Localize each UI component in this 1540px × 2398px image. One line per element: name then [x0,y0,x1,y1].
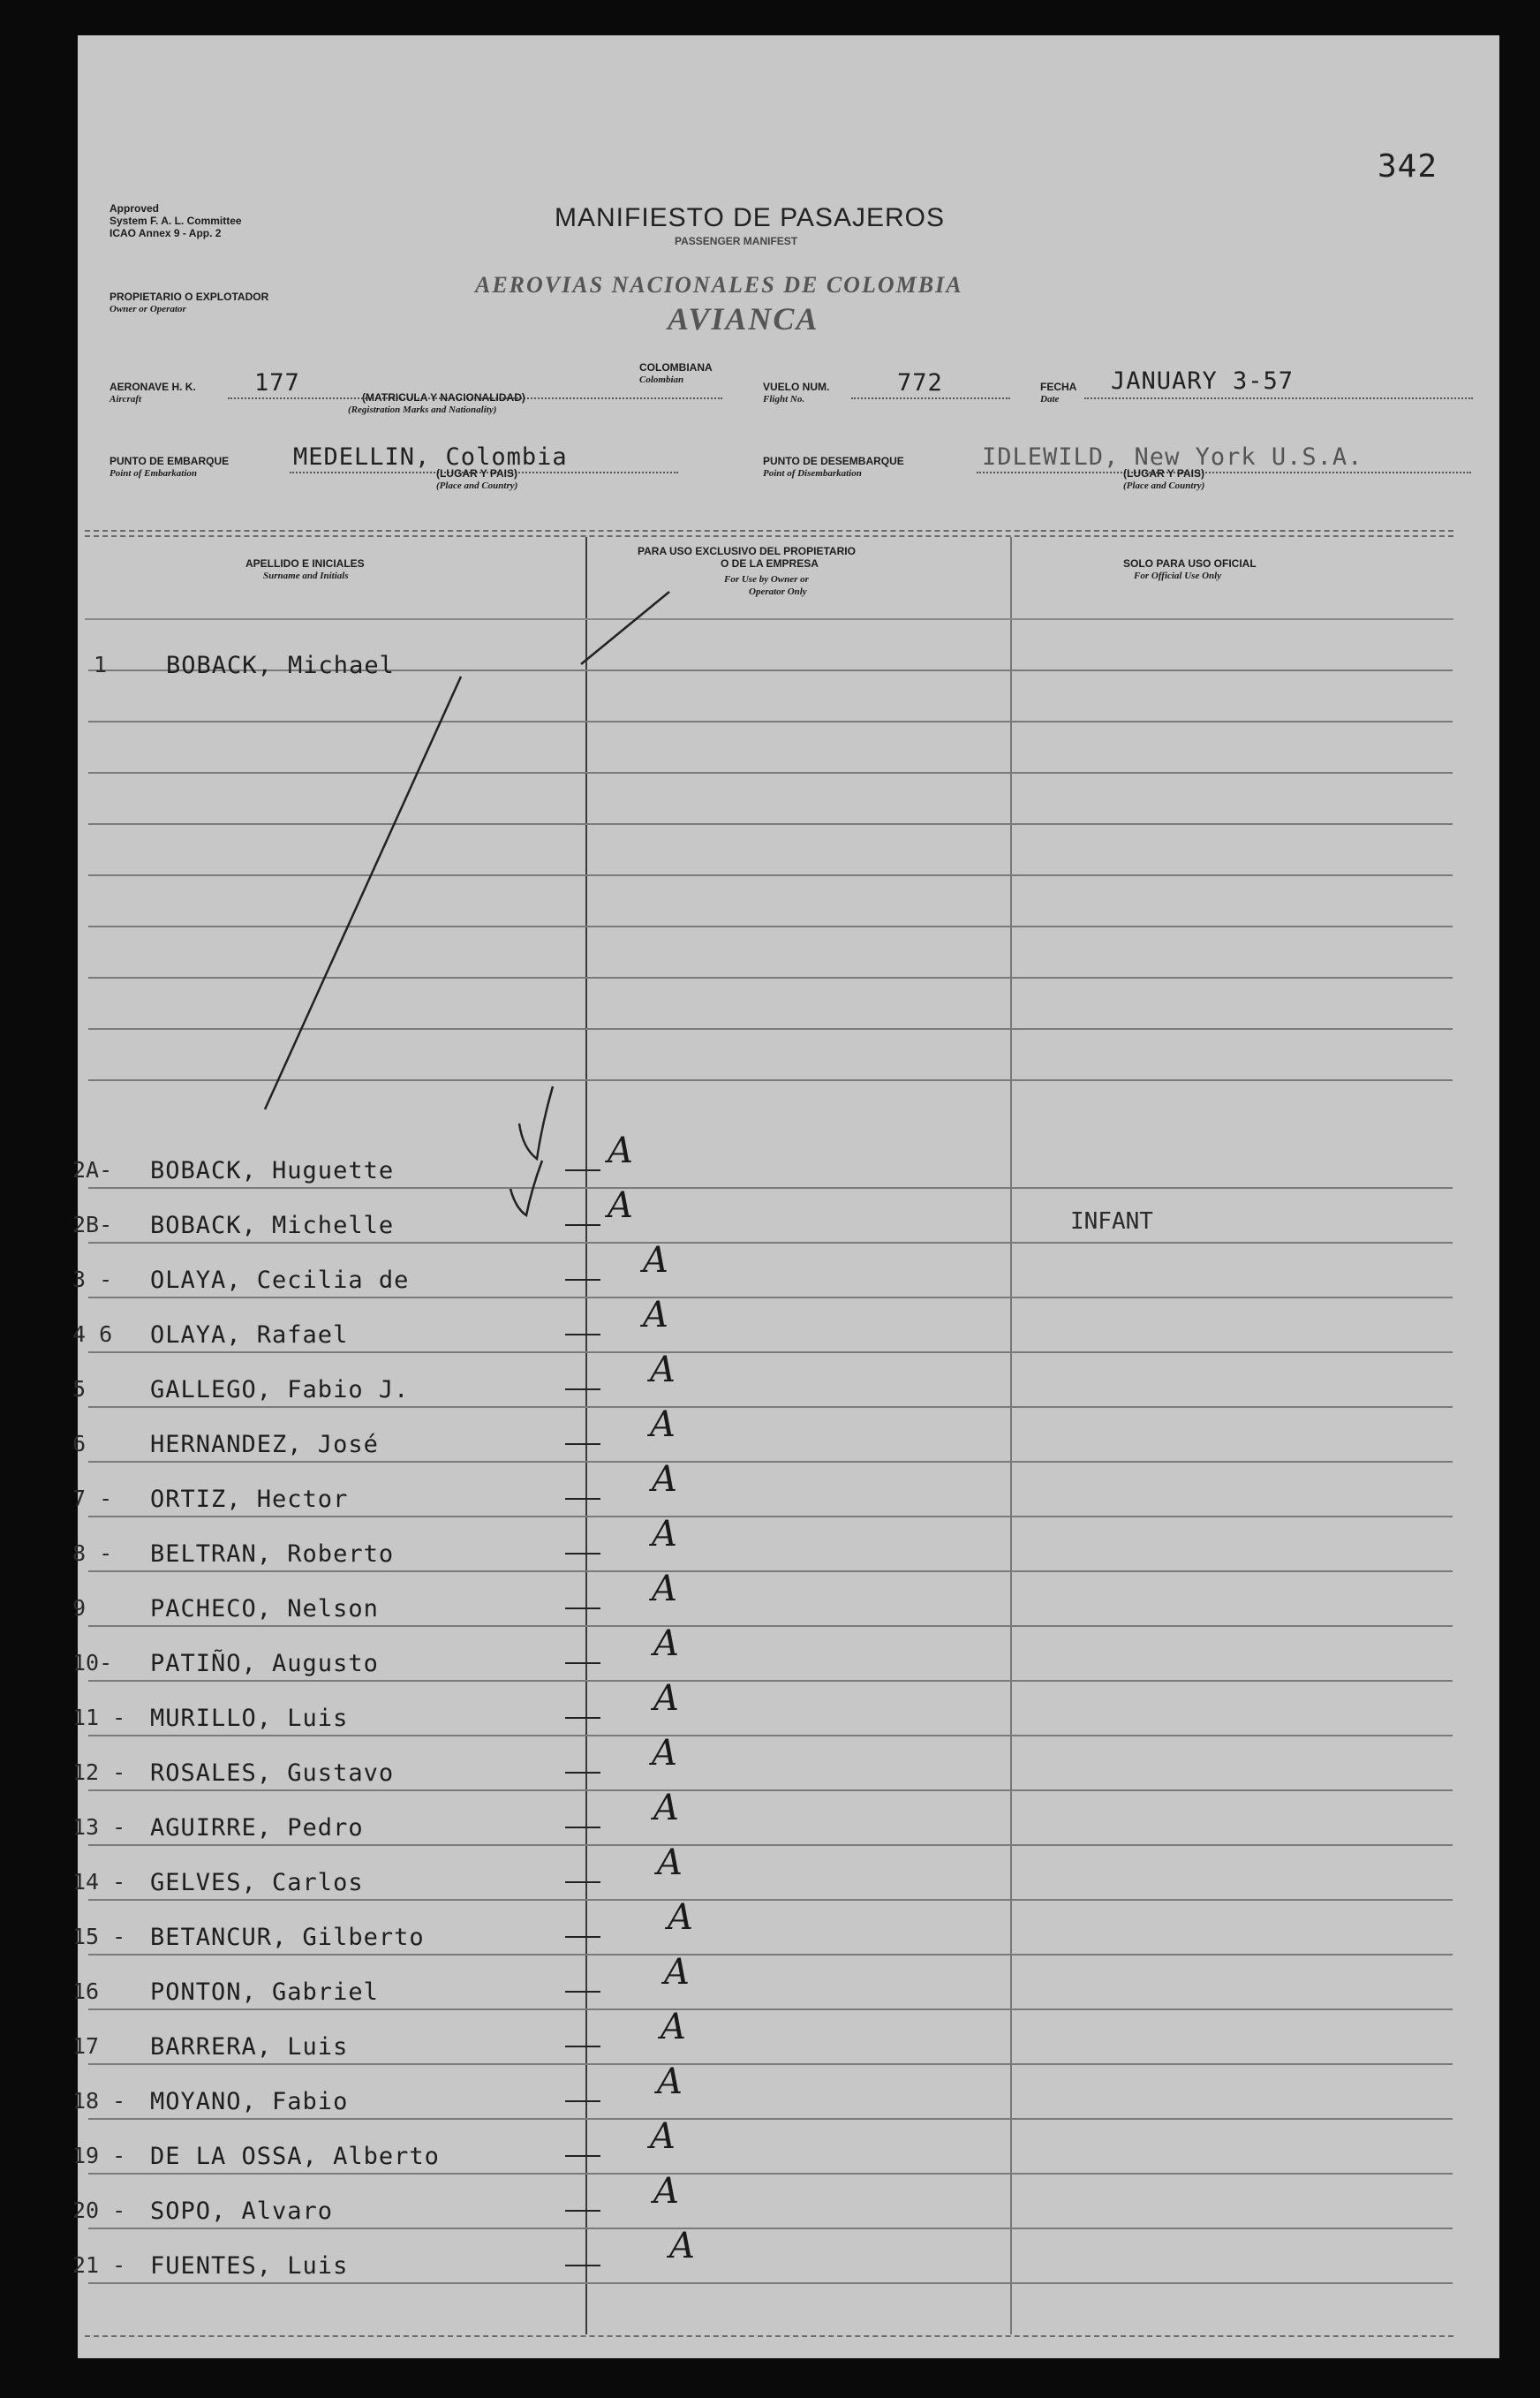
approval-mark: A [661,2007,686,2047]
embarkation-place-label-en: (Place and Country) [436,480,518,491]
first-entry-name: BOBACK, Michael [166,652,395,679]
column-header-owner-en-1: For Use by Owner or [724,574,809,585]
manifest-subtitle: PASSENGER MANIFEST [675,235,798,247]
check-mark-icon [510,1161,542,1215]
nationality-label: COLOMBIANA [639,361,713,374]
passenger-number: 18 - [72,2088,126,2114]
passenger-name: PATIÑO, Augusto [150,1650,379,1677]
page-number: 342 [1378,148,1438,185]
flight-value: 772 [897,369,943,397]
passenger-number: 17 [72,2033,100,2059]
passenger-name: ROSALES, Gustavo [150,1759,395,1787]
passenger-name: FUENTES, Luis [150,2252,349,2280]
passenger-number: 19 - [72,2143,126,2168]
passenger-number: 3 - [72,1267,113,1292]
first-entry-number: 1 [94,652,108,677]
passenger-number: 12 - [72,1759,126,1785]
passenger-name: OLAYA, Cecilia de [150,1267,410,1294]
approval-mark: A [653,2171,679,2212]
passenger-number: 15 - [72,1924,126,1949]
disembarkation-value: IDLEWILD, New York U.S.A. [982,443,1363,471]
cancel-stroke [265,677,461,1109]
column-slash-stroke [581,592,669,664]
approval-line-1: Approved [109,202,160,215]
pen-strokes [78,35,1499,2358]
disembarkation-label: PUNTO DE DESEMBARQUE [763,455,904,467]
passenger-name: BARRERA, Luis [150,2033,349,2061]
passenger-number: 5 [72,1376,87,1402]
owner-label: PROPIETARIO O EXPLOTADOR [109,291,269,303]
approval-mark: A [643,1240,668,1281]
owner-name-line-1: AEROVIAS NACIONALES DE COLOMBIA [475,272,963,298]
embarkation-place-label: (LUGAR Y PAIS) [436,467,518,480]
aircraft-label-en: Aircraft [109,394,142,405]
passenger-number: 10- [72,1650,113,1676]
passenger-number: 8 - [72,1540,113,1566]
nationality-label-en: Colombian [639,374,684,385]
disembarkation-place-label-en: (Place and Country) [1123,480,1205,491]
date-value: JANUARY 3-57 [1111,367,1295,395]
approval-mark: A [653,1623,679,1664]
column-header-owner-1: PARA USO EXCLUSIVO DEL PROPIETARIO [638,545,856,557]
passenger-name: MURILLO, Luis [150,1705,349,1732]
registration-label: (MATRICULA Y NACIONALIDAD) [362,391,525,404]
passenger-number: 2B- [72,1212,113,1237]
approval-mark: A [650,2116,676,2157]
flight-label: VUELO NUM. [763,381,830,393]
passenger-number: 16 [72,1978,100,2004]
owner-label-en: Owner or Operator [109,304,186,314]
passenger-name: MOYANO, Fabio [150,2088,349,2115]
disembarkation-label-en: Point of Disembarkation [763,468,862,479]
passenger-number: 2A- [72,1157,113,1183]
passenger-name: DE LA OSSA, Alberto [150,2143,440,2170]
manifest-title: MANIFIESTO DE PASAJEROS [555,203,945,232]
passenger-number: 21 - [72,2252,126,2278]
approval-mark: A [650,1350,676,1390]
approval-mark: A [653,1678,679,1719]
passenger-name: BELTRAN, Roberto [150,1540,395,1568]
approval-mark: A [643,1295,668,1335]
passenger-number: 6 [72,1431,87,1456]
approval-mark: A [652,1569,677,1609]
approval-mark: A [650,1404,676,1445]
passenger-name: SOPO, Alvaro [150,2198,334,2225]
embarkation-label: PUNTO DE EMBARQUE [109,455,230,467]
approval-mark: A [657,1842,683,1883]
passenger-name: BETANCUR, Gilberto [150,1924,425,1951]
column-header-official: SOLO PARA USO OFICIAL [1123,557,1257,570]
approval-mark: A [652,1459,677,1500]
flight-label-en: Flight No. [763,394,805,405]
approval-mark: A [652,1733,677,1774]
date-label-en: Date [1040,394,1060,405]
embarkation-label-en: Point of Embarkation [109,468,198,479]
approval-mark: A [668,1897,693,1938]
passenger-name: AGUIRRE, Pedro [150,1814,364,1842]
owner-name-line-2: AVIANCA [668,301,819,337]
passenger-number: 20 - [72,2198,126,2223]
passenger-name: GELVES, Carlos [150,1869,364,1896]
passenger-number: 4 6 [72,1321,113,1347]
passenger-number: 13 - [72,1814,126,1840]
column-header-official-en: For Official Use Only [1134,571,1222,581]
approval-mark: A [669,2226,695,2266]
passenger-number: 11 - [72,1705,126,1730]
approval-mark: A [608,1185,633,1226]
passenger-name: GALLEGO, Fabio J. [150,1376,410,1403]
passenger-number: 9 [72,1595,87,1621]
passenger-name: PONTON, Gabriel [150,1978,379,2006]
approval-mark: A [664,1952,690,1993]
passenger-number: 14 - [72,1869,126,1895]
date-label: FECHA [1040,381,1077,393]
passenger-name: BOBACK, Michelle [150,1212,395,1239]
registration-label-en: (Registration Marks and Nationality) [348,405,497,415]
passenger-name: OLAYA, Rafael [150,1321,349,1349]
passenger-name: HERNANDEZ, José [150,1431,379,1458]
passenger-name: PACHECO, Nelson [150,1595,379,1623]
passenger-name: ORTIZ, Hector [150,1486,349,1513]
approval-mark: A [608,1131,633,1171]
manifest-page [72,35,1499,2358]
approval-line-2: System F. A. L. Committee [109,215,242,227]
passenger-number: 7 - [72,1486,113,1511]
check-mark-icon [519,1086,553,1159]
disembarkation-place-label: (LUGAR Y PAIS) [1123,467,1205,480]
approval-line-3: ICAO Annex 9 - App. 2 [109,227,222,239]
passenger-name: BOBACK, Huguette [150,1157,395,1184]
column-header-names-en: Surname and Initials [263,571,349,581]
approval-mark: A [657,2061,683,2102]
aircraft-label: AERONAVE H. K. [109,381,196,393]
column-header-names: APELLIDO E INICIALES [245,557,365,570]
official-note: INFANT [1070,1208,1153,1235]
column-header-owner-en-2: Operator Only [749,586,807,597]
embarkation-value: MEDELLIN, Colombia [293,443,568,471]
column-header-owner-2: O DE LA EMPRESA [721,557,819,570]
approval-mark: A [653,1788,679,1828]
aircraft-value: 177 [254,369,300,397]
approval-mark: A [652,1514,677,1555]
